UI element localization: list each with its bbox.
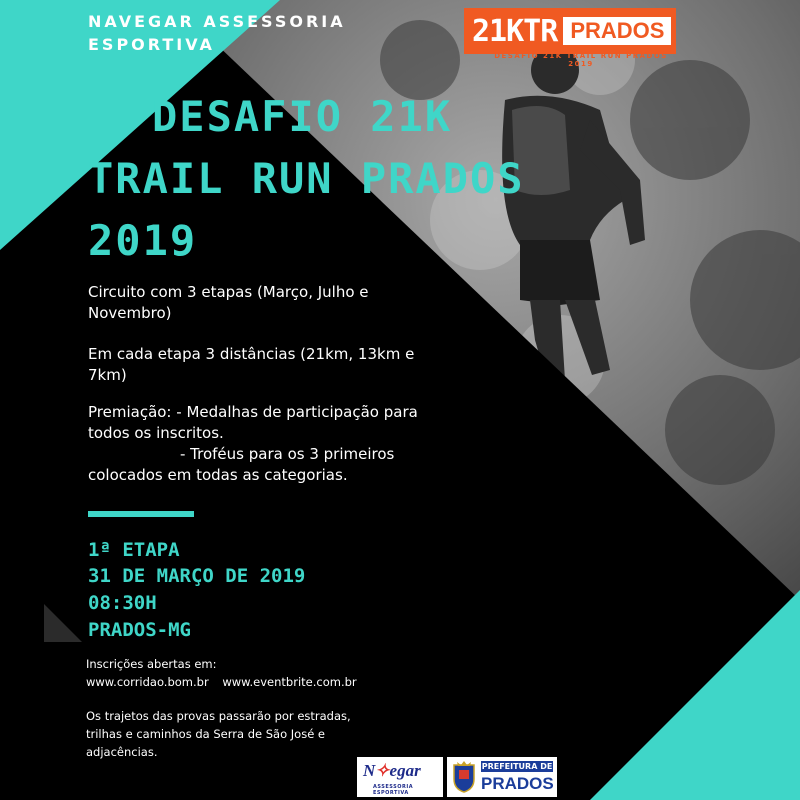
accent-divider: [88, 511, 194, 517]
distances-line1: Em cada etapa 3 distâncias (21km, 13km e: [88, 345, 415, 363]
route-note: [86, 707, 376, 761]
city-crest-icon: [451, 761, 477, 793]
circuit-line1: Circuito com 3 etapas (Março, Julho e: [88, 283, 369, 301]
distances-line2: 7km): [88, 366, 127, 384]
route-note-line3: adjacências.: [86, 745, 158, 759]
prizes-line3: - Troféus para os 3 primeiros: [180, 445, 395, 463]
navegar-logo-mark: ✧: [375, 761, 390, 780]
event-title-line2: TRAIL RUN PRADOS: [88, 154, 525, 203]
event-title-year: 2019: [88, 216, 198, 265]
prizes-line1: Premiação: - Medalhas de participação para: [88, 403, 418, 421]
navegar-logo-subtitle: ASSESSORIA ESPORTIVA: [373, 784, 414, 796]
stage-location: PRADOS-MG: [88, 619, 191, 641]
agency-name-line1: NAVEGAR ASSESSORIA: [88, 12, 346, 31]
route-note-line1: Os trajetos das provas passarão por estradas,: [86, 709, 351, 723]
route-note-line2: trilhas e caminhos da Serra de São José e: [86, 727, 325, 741]
event-logo: [464, 8, 676, 54]
agency-name-line2: ESPORTIVA: [88, 35, 215, 54]
stage-time: 08:30H: [88, 592, 157, 614]
circuit-line2: Novembro): [88, 304, 172, 322]
logo-tagline: DESAFIO 21K TRAIL RUN PRADOS 2019: [494, 52, 668, 68]
navegar-logo-rest: egar: [389, 761, 421, 780]
logo-badge: PRADOS: [563, 17, 671, 45]
circuit-description: [88, 282, 438, 324]
logo-main-text: 21KTR: [472, 13, 558, 49]
event-title-line1: DESAFIO 21K: [152, 92, 453, 141]
prizes-line4: colocados em todas as categorias.: [88, 466, 348, 484]
navegar-logo-initial: N: [363, 761, 376, 780]
navegar-sponsor-logo: [357, 757, 443, 797]
prefeitura-city: PRADOS: [481, 774, 554, 793]
registration-link-eventbrite[interactable]: www.eventbrite.com.br: [222, 675, 357, 689]
prefeitura-label: PREFEITURA DE: [481, 762, 553, 771]
agency-name: [88, 10, 418, 56]
prizes-description: [88, 402, 438, 486]
distances-description: [88, 344, 438, 386]
prefeitura-sponsor-logo: [447, 757, 557, 797]
registration-sites: [86, 673, 357, 691]
registration-label: Inscrições abertas em:: [86, 657, 217, 671]
navegar-logo-text: [363, 761, 421, 781]
prizes-line2: todos os inscritos.: [88, 424, 224, 442]
stage-date: 31 DE MARÇO DE 2019: [88, 565, 306, 587]
stage-number: 1ª ETAPA: [88, 539, 180, 561]
registration-link-corridao[interactable]: www.corridao.bom.br: [86, 675, 209, 689]
